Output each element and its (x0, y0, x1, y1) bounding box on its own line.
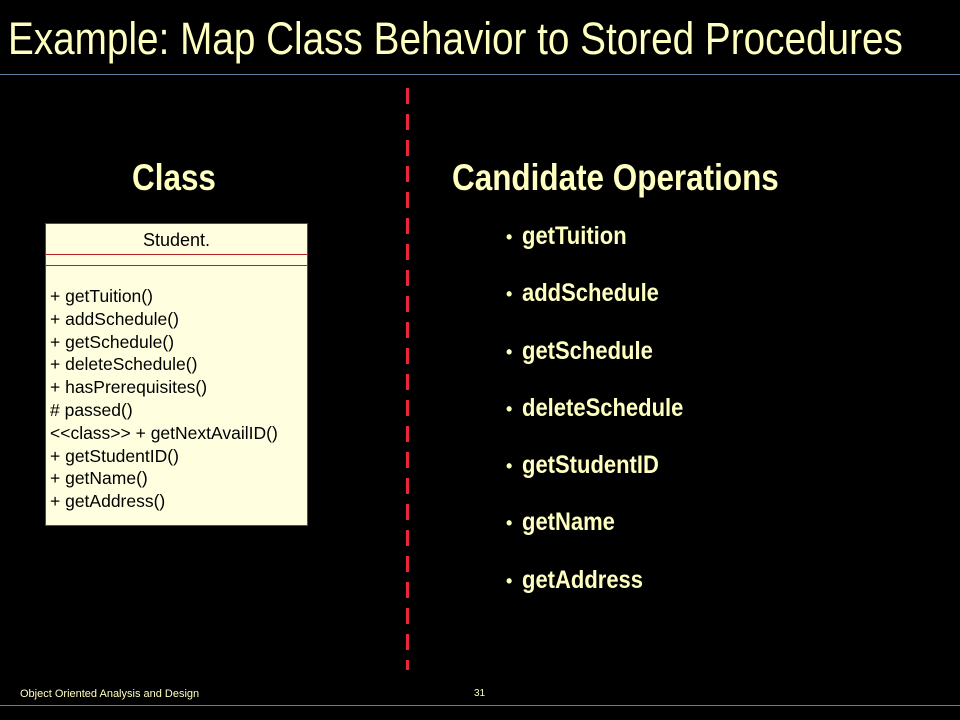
uml-operations-list (50, 285, 278, 513)
uml-operation: + deleteSchedule() (50, 354, 198, 375)
list-item (506, 564, 705, 621)
uml-operation: + getTuition() (50, 286, 153, 306)
footer-divider-line (0, 705, 960, 706)
uml-operation: <<class>> + getNextAvailID() (50, 422, 278, 443)
candidate-operation: deleteSchedule (522, 393, 684, 422)
bullet-icon: • (506, 456, 513, 477)
list-item (506, 277, 705, 334)
uml-operation: + getAddress() (50, 491, 166, 512)
dashed-column-divider (406, 88, 409, 670)
operations-column-heading: Candidate Operations (452, 157, 779, 198)
uml-operation: + getSchedule() (50, 331, 175, 352)
bullet-icon: • (506, 227, 513, 247)
candidate-operation: getAddress (522, 565, 644, 594)
uml-class-box (45, 223, 308, 526)
bullet-icon: • (506, 513, 513, 534)
candidate-operation: getName (522, 508, 615, 537)
candidate-operations-list (506, 220, 705, 621)
list-item (506, 220, 705, 277)
bullet-icon: • (506, 284, 513, 305)
uml-operation: + getName() (50, 468, 148, 489)
uml-operation: + hasPrerequisites() (50, 377, 208, 398)
bullet-icon: • (506, 341, 513, 362)
bullet-icon: • (506, 570, 513, 591)
list-item (506, 335, 705, 392)
uml-operation: + getStudentID() (50, 445, 179, 466)
candidate-operation: getTuition (522, 222, 627, 250)
class-column-heading: Class (132, 157, 216, 198)
candidate-operation: getStudentID (522, 451, 659, 480)
page-number: 31 (474, 688, 486, 699)
uml-operation: # passed() (50, 399, 133, 420)
candidate-operation: getSchedule (522, 336, 653, 365)
title-divider-line (0, 74, 960, 75)
list-item (506, 449, 705, 506)
list-item (506, 506, 705, 563)
candidate-operation: addSchedule (522, 279, 659, 308)
uml-class-name: Student. (46, 224, 307, 255)
list-item (506, 392, 705, 449)
uml-operation: + addSchedule() (50, 308, 179, 329)
bullet-icon: • (506, 398, 513, 419)
footer-course-title: Object Oriented Analysis and Design (20, 688, 200, 700)
uml-attributes-compartment (46, 255, 307, 266)
slide-title: Example: Map Class Behavior to Stored Procedures (8, 13, 903, 64)
